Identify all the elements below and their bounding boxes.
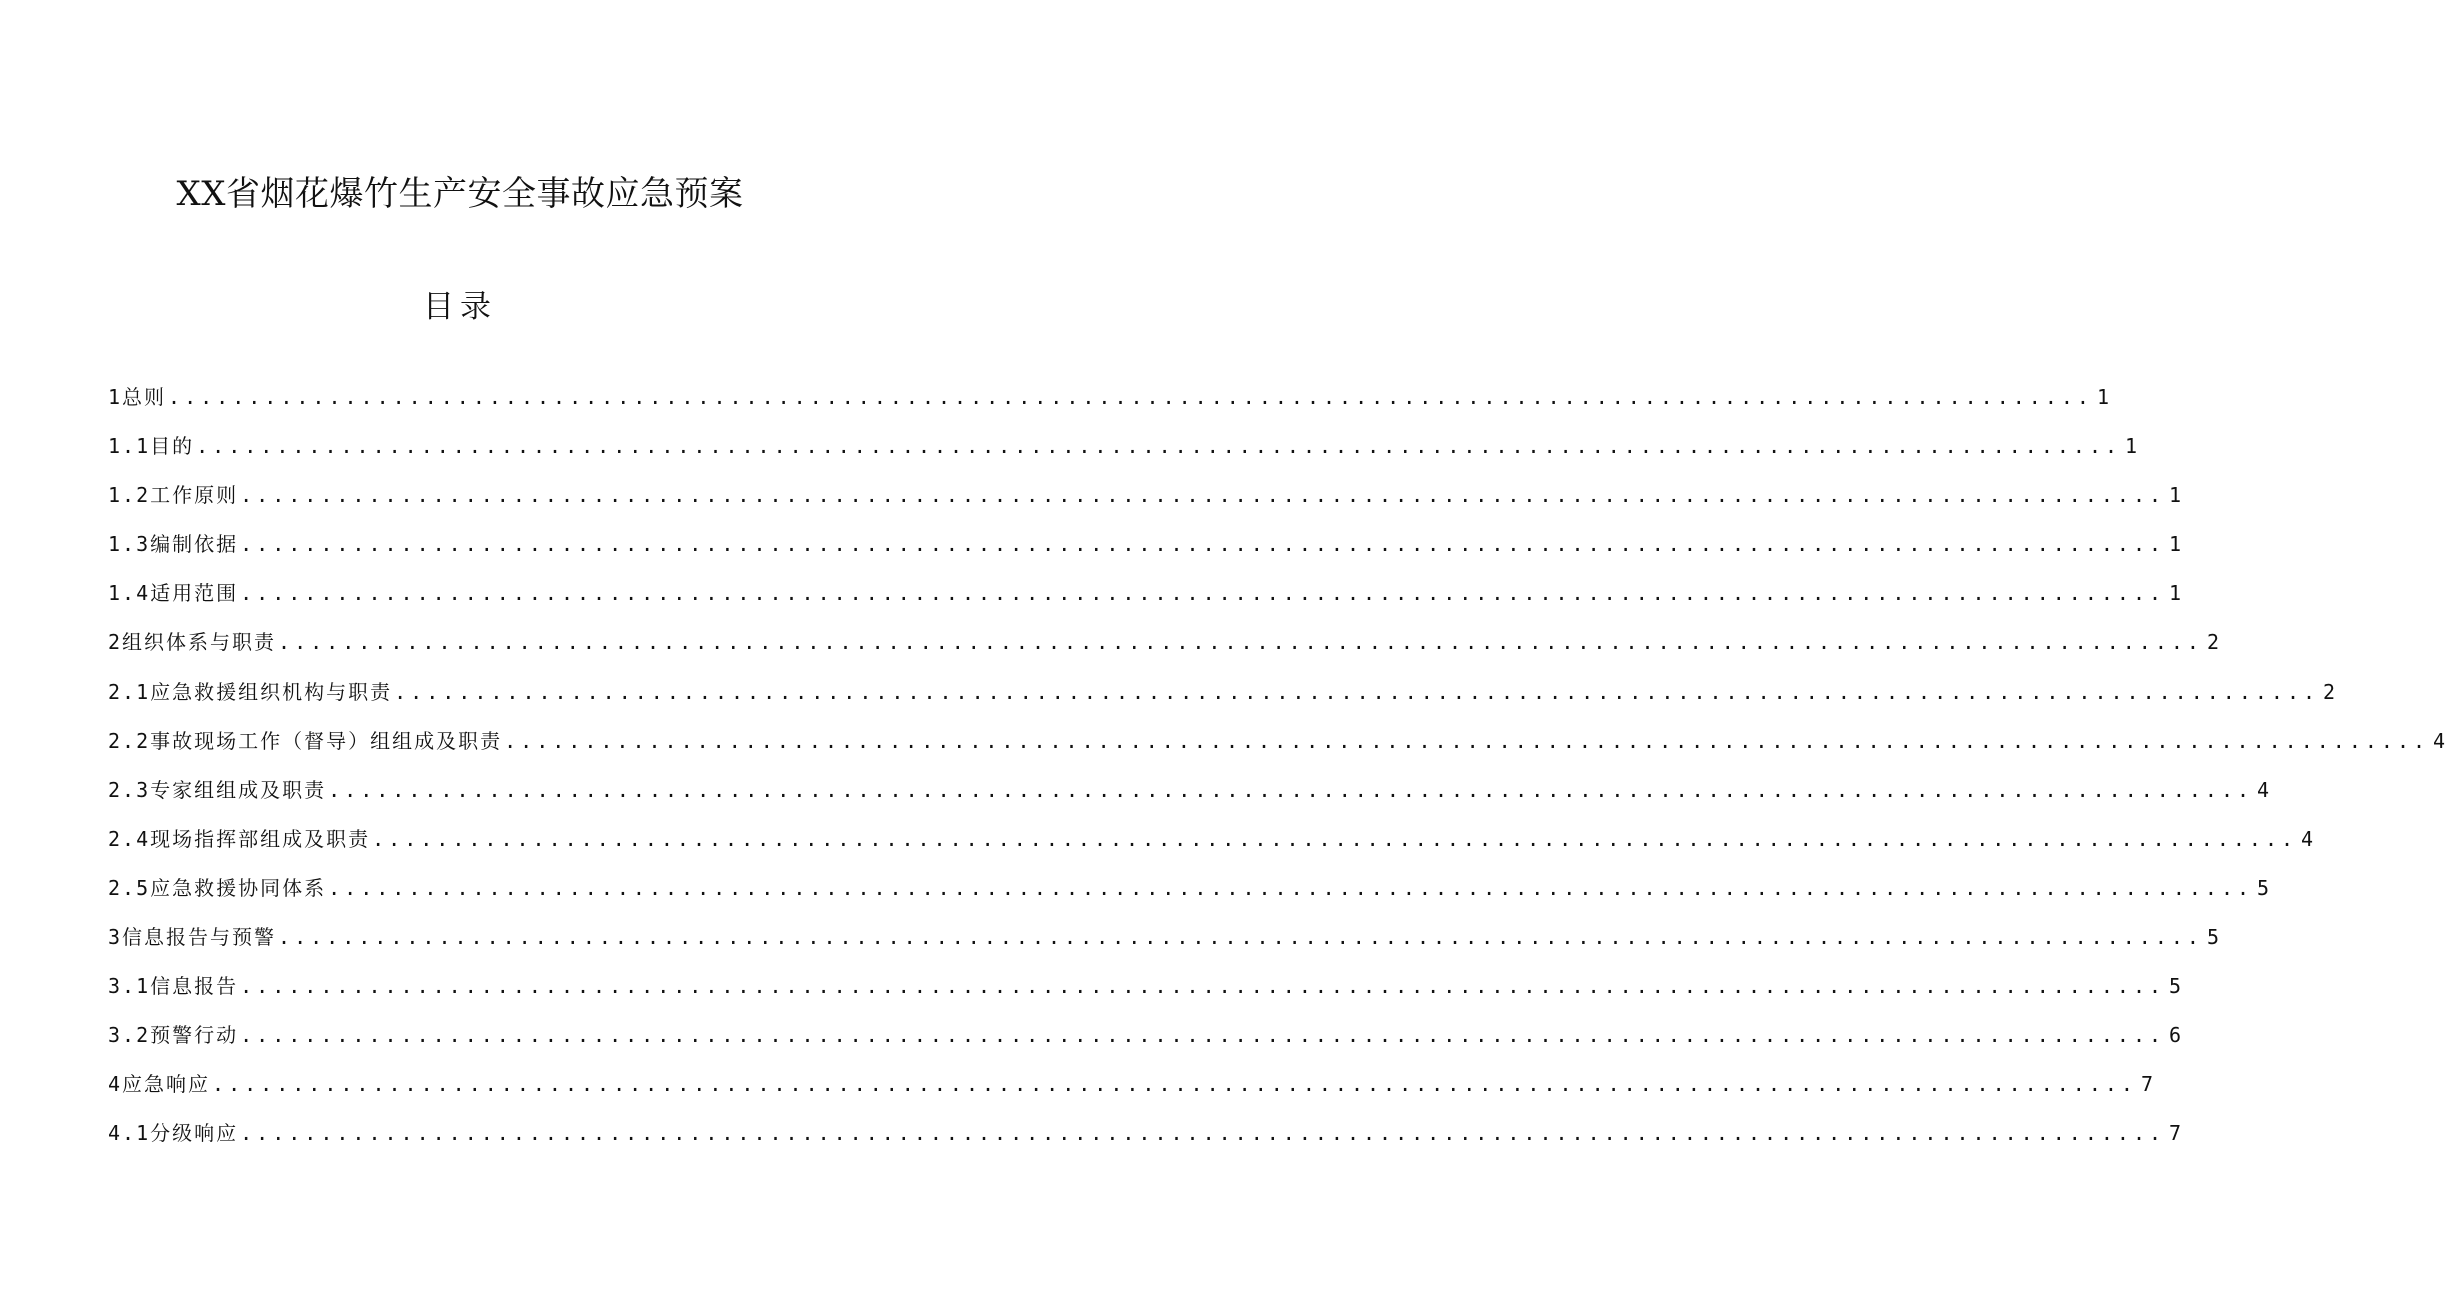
dot-leader: ........................................................................................................................ [240,1121,2166,1146]
dot-leader: ........................................................................................................................ [328,875,2254,900]
toc-entry-title: 4.1分级响应 [108,1121,239,1146]
toc-entry[interactable] [108,618,2220,667]
toc-entry[interactable] [108,962,2182,1011]
dot-leader: ........................................................................................................................ [240,974,2166,999]
table-of-contents [108,373,2445,1159]
toc-entry-title: 4应急响应 [108,1072,211,1097]
toc-entry[interactable] [108,913,2220,962]
toc-entry-page-number: 1 [2125,434,2138,459]
toc-entry-page-number: 7 [2140,1072,2154,1097]
toc-entry-title: 2.4现场指挥部组成及职责 [108,826,371,851]
toc-entry-title: 3.2预警行动 [108,1023,239,1048]
toc-entry-page-number: 1 [2096,385,2110,409]
toc-entry[interactable] [108,766,2270,815]
dot-leader: ........................................................................................................................ [278,630,2203,655]
toc-entry[interactable] [108,1011,2182,1060]
toc-entry-title: 2.3专家组组成及职责 [108,777,327,802]
toc-entry[interactable] [108,717,2445,766]
toc-entry[interactable] [108,520,2182,569]
document-title: XX省烟花爆竹生产安全事故应急预案 [176,174,744,214]
toc-entry-page-number: 2 [2206,630,2220,655]
toc-entry-title: 1.4适用范围 [108,581,239,606]
toc-entry-title: 1.3编制依据 [108,532,239,557]
toc-entry-page-number: 7 [2169,1121,2182,1146]
toc-entry-title: 1.1目的 [108,434,195,459]
toc-entry-page-number: 4 [2257,777,2270,802]
dot-leader: ........................................................................................................................ [240,532,2166,557]
toc-entry-title: 1总则 [108,385,167,409]
toc-entry-title: 2.1应急救援组织机构与职责 [108,679,393,704]
dot-leader: ........................................................................................................................ [278,925,2203,950]
toc-entry-title: 2.5应急救援协同体系 [108,875,327,900]
toc-entry-title: 1.2工作原则 [108,483,239,508]
dot-leader: ........................................................................................................................ [240,483,2166,508]
toc-entry[interactable] [108,668,2336,717]
dot-leader: ........................................................................................................................ [240,581,2166,606]
dot-leader: ........................................................................................................................ [328,777,2254,802]
toc-entry[interactable] [108,373,2110,422]
toc-entry[interactable] [108,1109,2182,1158]
toc-entry[interactable] [108,815,2314,864]
toc-heading: 目录 [423,289,497,325]
toc-entry-page-number: 2 [2323,679,2336,704]
toc-entry-title: 2.2事故现场工作（督导）组组成及职责 [108,728,503,753]
toc-entry-title: 3信息报告与预警 [108,925,277,950]
toc-entry-page-number: 5 [2206,925,2220,950]
dot-leader: ........................................................................................................................ [372,826,2298,851]
toc-entry-title: 3.1信息报告 [108,974,239,999]
toc-entry-page-number: 1 [2169,581,2182,606]
toc-entry[interactable] [108,422,2138,471]
toc-entry-page-number: 6 [2169,1023,2182,1048]
toc-entry[interactable] [108,569,2182,618]
toc-entry-page-number: 5 [2169,974,2182,999]
toc-entry[interactable] [108,471,2182,520]
toc-entry-page-number: 5 [2257,875,2270,900]
toc-entry-page-number: 4 [2301,826,2314,851]
dot-leader: ........................................................................................................................ [212,1072,2137,1097]
dot-leader: ........................................................................................................................ [168,385,2093,409]
dot-leader: ........................................................................................................................ [196,434,2122,459]
toc-entry-page-number: 4 [2433,728,2445,753]
toc-entry[interactable] [108,864,2270,913]
toc-entry-page-number: 1 [2169,483,2182,508]
toc-entry[interactable] [108,1060,2154,1109]
dot-leader: ........................................................................................................................ [394,679,2320,704]
dot-leader: ........................................................................................................................ [504,728,2430,753]
dot-leader: ........................................................................................................................ [240,1023,2166,1048]
toc-entry-title: 2组织体系与职责 [108,630,277,655]
toc-entry-page-number: 1 [2169,532,2182,557]
